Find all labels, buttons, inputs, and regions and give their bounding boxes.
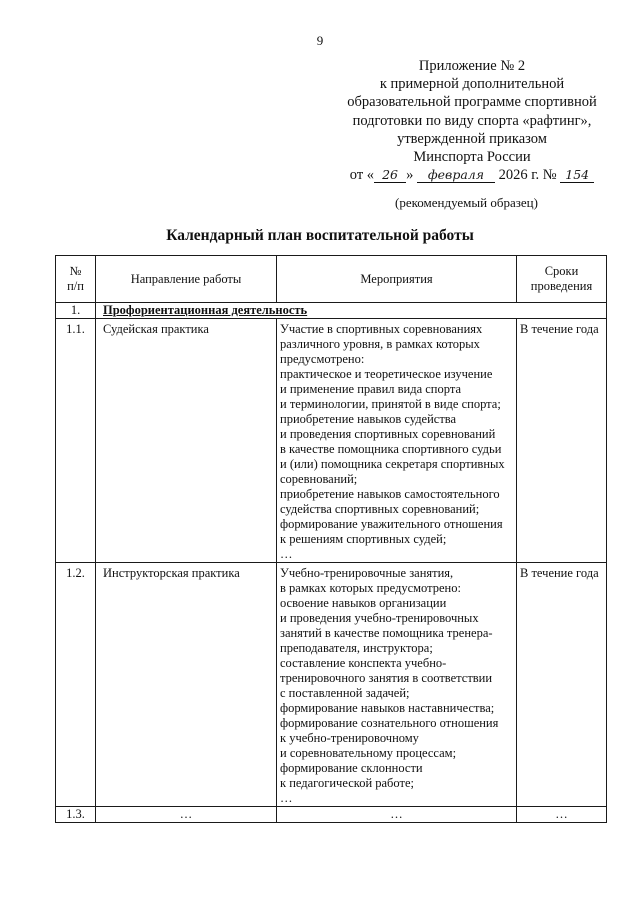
event-line: занятий в качестве помощника тренера- [280,626,493,640]
event-line: и (или) помощника секретаря спортивных [280,457,505,471]
sample-note: (рекомендуемый образец) [395,195,538,210]
plan-table-wrapper [55,255,607,823]
handwritten-order-number: 154 [560,168,594,183]
appendix-line: подготовки по виду спорта «рафтинг», [352,112,592,129]
date-year: 2026 г. № [498,167,557,184]
header-num [56,256,96,303]
event-line: в рамках которых предусмотрено: [280,581,461,595]
event-line: формирование склонности [280,761,423,775]
event-line: составление конспекта учебно- [280,656,447,670]
event-line: к решениям спортивных судей; [280,532,447,546]
plan-table [55,255,607,823]
event-line: и проведения спортивных соревнований [280,427,496,441]
event-line: судейства спортивных соревнований; [280,502,480,516]
event-line: в качестве помощника спортивного судьи [280,442,502,456]
appendix-line: к примерной дополнительной [379,76,565,93]
row-terms: … [517,807,607,823]
event-line: с поставленной задачей; [280,686,410,700]
row-num: 1.3. [56,807,96,823]
event-line: формирование навыков наставничества; [280,701,495,715]
page-number: 9 [316,33,324,48]
row-terms: В течение года [517,563,607,807]
table-row [56,319,607,563]
row-events [277,563,517,807]
event-line: к учебно-тренировочному [280,731,419,745]
header-terms-line: Сроки [544,264,579,278]
row-num: 1.1. [56,319,96,563]
section-cell [96,303,607,319]
event-line: … [280,791,293,805]
row-direction: Инструкторская практика [96,563,277,807]
order-date-line [322,166,622,184]
row-direction: Судейская практика [96,319,277,563]
event-line: различного уровня, в рамках которых [280,337,480,351]
table-header-row [56,256,607,303]
appendix-line: утвержденной приказом [397,130,547,147]
table-row [56,807,607,823]
handwritten-day: 26 [374,168,406,183]
event-line: формирование уважительного отношения [280,517,503,531]
event-line: соревнований; [280,472,358,486]
header-num-line: п/п [67,279,84,293]
row-terms: В течение года [517,319,607,563]
header-direction: Направление работы [96,256,277,303]
header-events: Мероприятия [277,256,517,303]
header-terms-line: проведения [530,279,593,293]
date-prefix: от « [349,167,375,184]
appendix-line: образовательной программе спортивной [347,94,597,111]
table-row [56,563,607,807]
event-line: и применение правил вида спорта [280,382,461,396]
appendix-line: Приложение № 2 [418,58,526,74]
header-num-line: № [69,264,82,278]
row-direction: … [96,807,277,823]
event-line: Участие в спортивных соревнованиях [280,322,483,336]
event-line: тренировочного занятия в соответствии [280,671,493,685]
page-title: Календарный план воспитательной работы [166,227,474,244]
event-line: практическое и теоретическое изучение [280,367,493,381]
event-line: освоение навыков организации [280,596,447,610]
row-num: 1.2. [56,563,96,807]
row-events: … [277,807,517,823]
event-line: преподавателя, инструктора; [280,641,433,655]
handwritten-month: февраля [417,168,495,183]
appendix-header [322,57,622,184]
event-line: и проведения учебно-тренировочных [280,611,479,625]
event-line: и терминологии, принятой в виде спорта; [280,397,501,411]
event-line: к педагогической работе; [280,776,414,790]
event-line: формирование сознательного отношения [280,716,499,730]
event-line: и соревновательному процессам; [280,746,457,760]
event-line: предусмотрено: [280,352,365,366]
event-line: приобретение навыков судейства [280,412,457,426]
section-row [56,303,607,319]
date-mid: » [406,167,414,184]
row-events [277,319,517,563]
section-num: 1. [56,303,96,319]
header-terms [517,256,607,303]
section-title: Профориентационная деятельность [103,303,308,317]
event-line: приобретение навыков самостоятельного [280,487,500,501]
appendix-line: Минспорта России [413,149,531,166]
event-line: … [280,547,293,561]
event-line: Учебно-тренировочные занятия, [280,566,454,580]
